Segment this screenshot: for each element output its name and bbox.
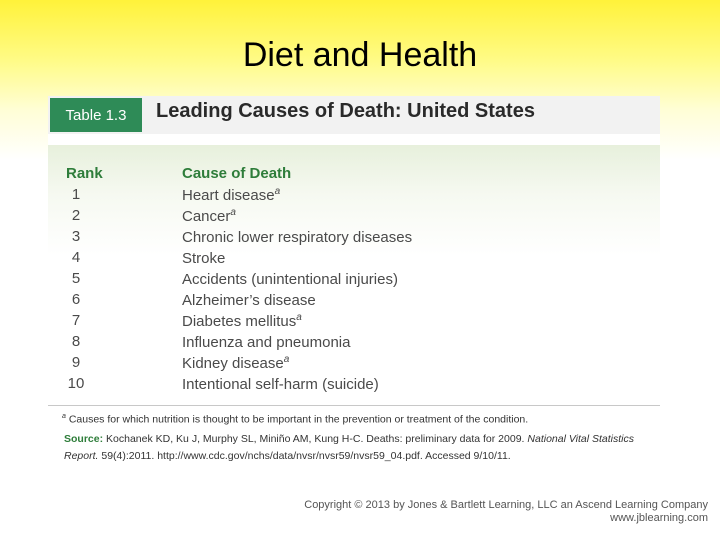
footnote-marker: a [230,207,236,218]
source-label: Source: [64,433,104,445]
rank-cell: 5 [71,270,81,287]
column-header-rank: Rank [66,165,103,182]
table-row [48,354,660,375]
table-panel [48,96,660,484]
footnote-marker: a [296,312,302,323]
table-header-bar [48,96,660,134]
rank-cell: 10 [67,375,85,392]
cause-cell: Influenza and pneumonia [182,334,351,351]
table-row [48,375,660,396]
cause-cell: Chronic lower respiratory diseases [182,229,413,246]
rank-cell: 4 [71,249,81,266]
footnote-text: Causes for which nutrition is thought to be important in the prevention or treatment of the condition. [68,413,529,426]
footnote-marker: a [283,354,290,365]
table-row [48,312,660,333]
table-row [48,207,660,228]
source-journal: National Vital Statistics Report. [64,433,634,462]
slide-title: Diet and Health [242,36,478,74]
table-number-label: Table 1.3 [50,98,142,132]
rank-cell: 2 [71,207,81,224]
table-footnote [62,413,528,426]
cause-cell: Kidney disease$^a$ [182,354,290,372]
rank-cell: 3 [71,228,81,245]
table-row [48,291,660,312]
rank-cell: 9 [71,354,81,371]
table-row [48,249,660,270]
cause-cell: Cancer$^a$ [182,207,236,225]
cause-cell: Diabetes mellitus$^a$ [182,312,302,330]
footnote-mark: a [62,413,66,420]
source-tail: 59(4):2011. http://www.cdc.gov/nchs/data/nvsr/nvsr59/nvsr59_04.pdf. Accessed 9/10/11. [101,450,511,462]
footnote-marker: a [274,186,281,197]
column-header-cause: Cause of Death [182,165,292,182]
table-row [48,228,660,249]
table-row [48,270,660,291]
rank-cell: 1 [71,186,81,203]
source-text: Kochanek KD, Ku J, Murphy SL, Miniño AM, Kung H-C. Deaths: preliminary data for 2009. [106,433,525,445]
table-row [48,186,660,207]
rank-cell: 6 [71,291,81,308]
cause-cell: Accidents (unintentional injuries) [182,271,398,288]
copyright-line: Copyright © 2013 by Jones & Bartlett Learning, LLC an Ascend Learning Company [304,499,708,511]
table-rows [48,186,660,396]
table-row [48,333,660,354]
copyright-notice [304,499,708,525]
publisher-url: www.jblearning.com [610,512,708,524]
cause-cell: Heart disease$^a$ [182,186,281,204]
table-source [64,431,634,465]
table-caption: Leading Causes of Death: United States [156,100,535,122]
table-divider [48,405,660,406]
cause-cell: Alzheimer’s disease [182,292,316,309]
rank-cell: 7 [71,312,81,329]
cause-cell: Intentional self-harm (suicide) [182,376,379,393]
rank-cell: 8 [71,333,81,350]
cause-cell: Stroke [182,250,226,267]
